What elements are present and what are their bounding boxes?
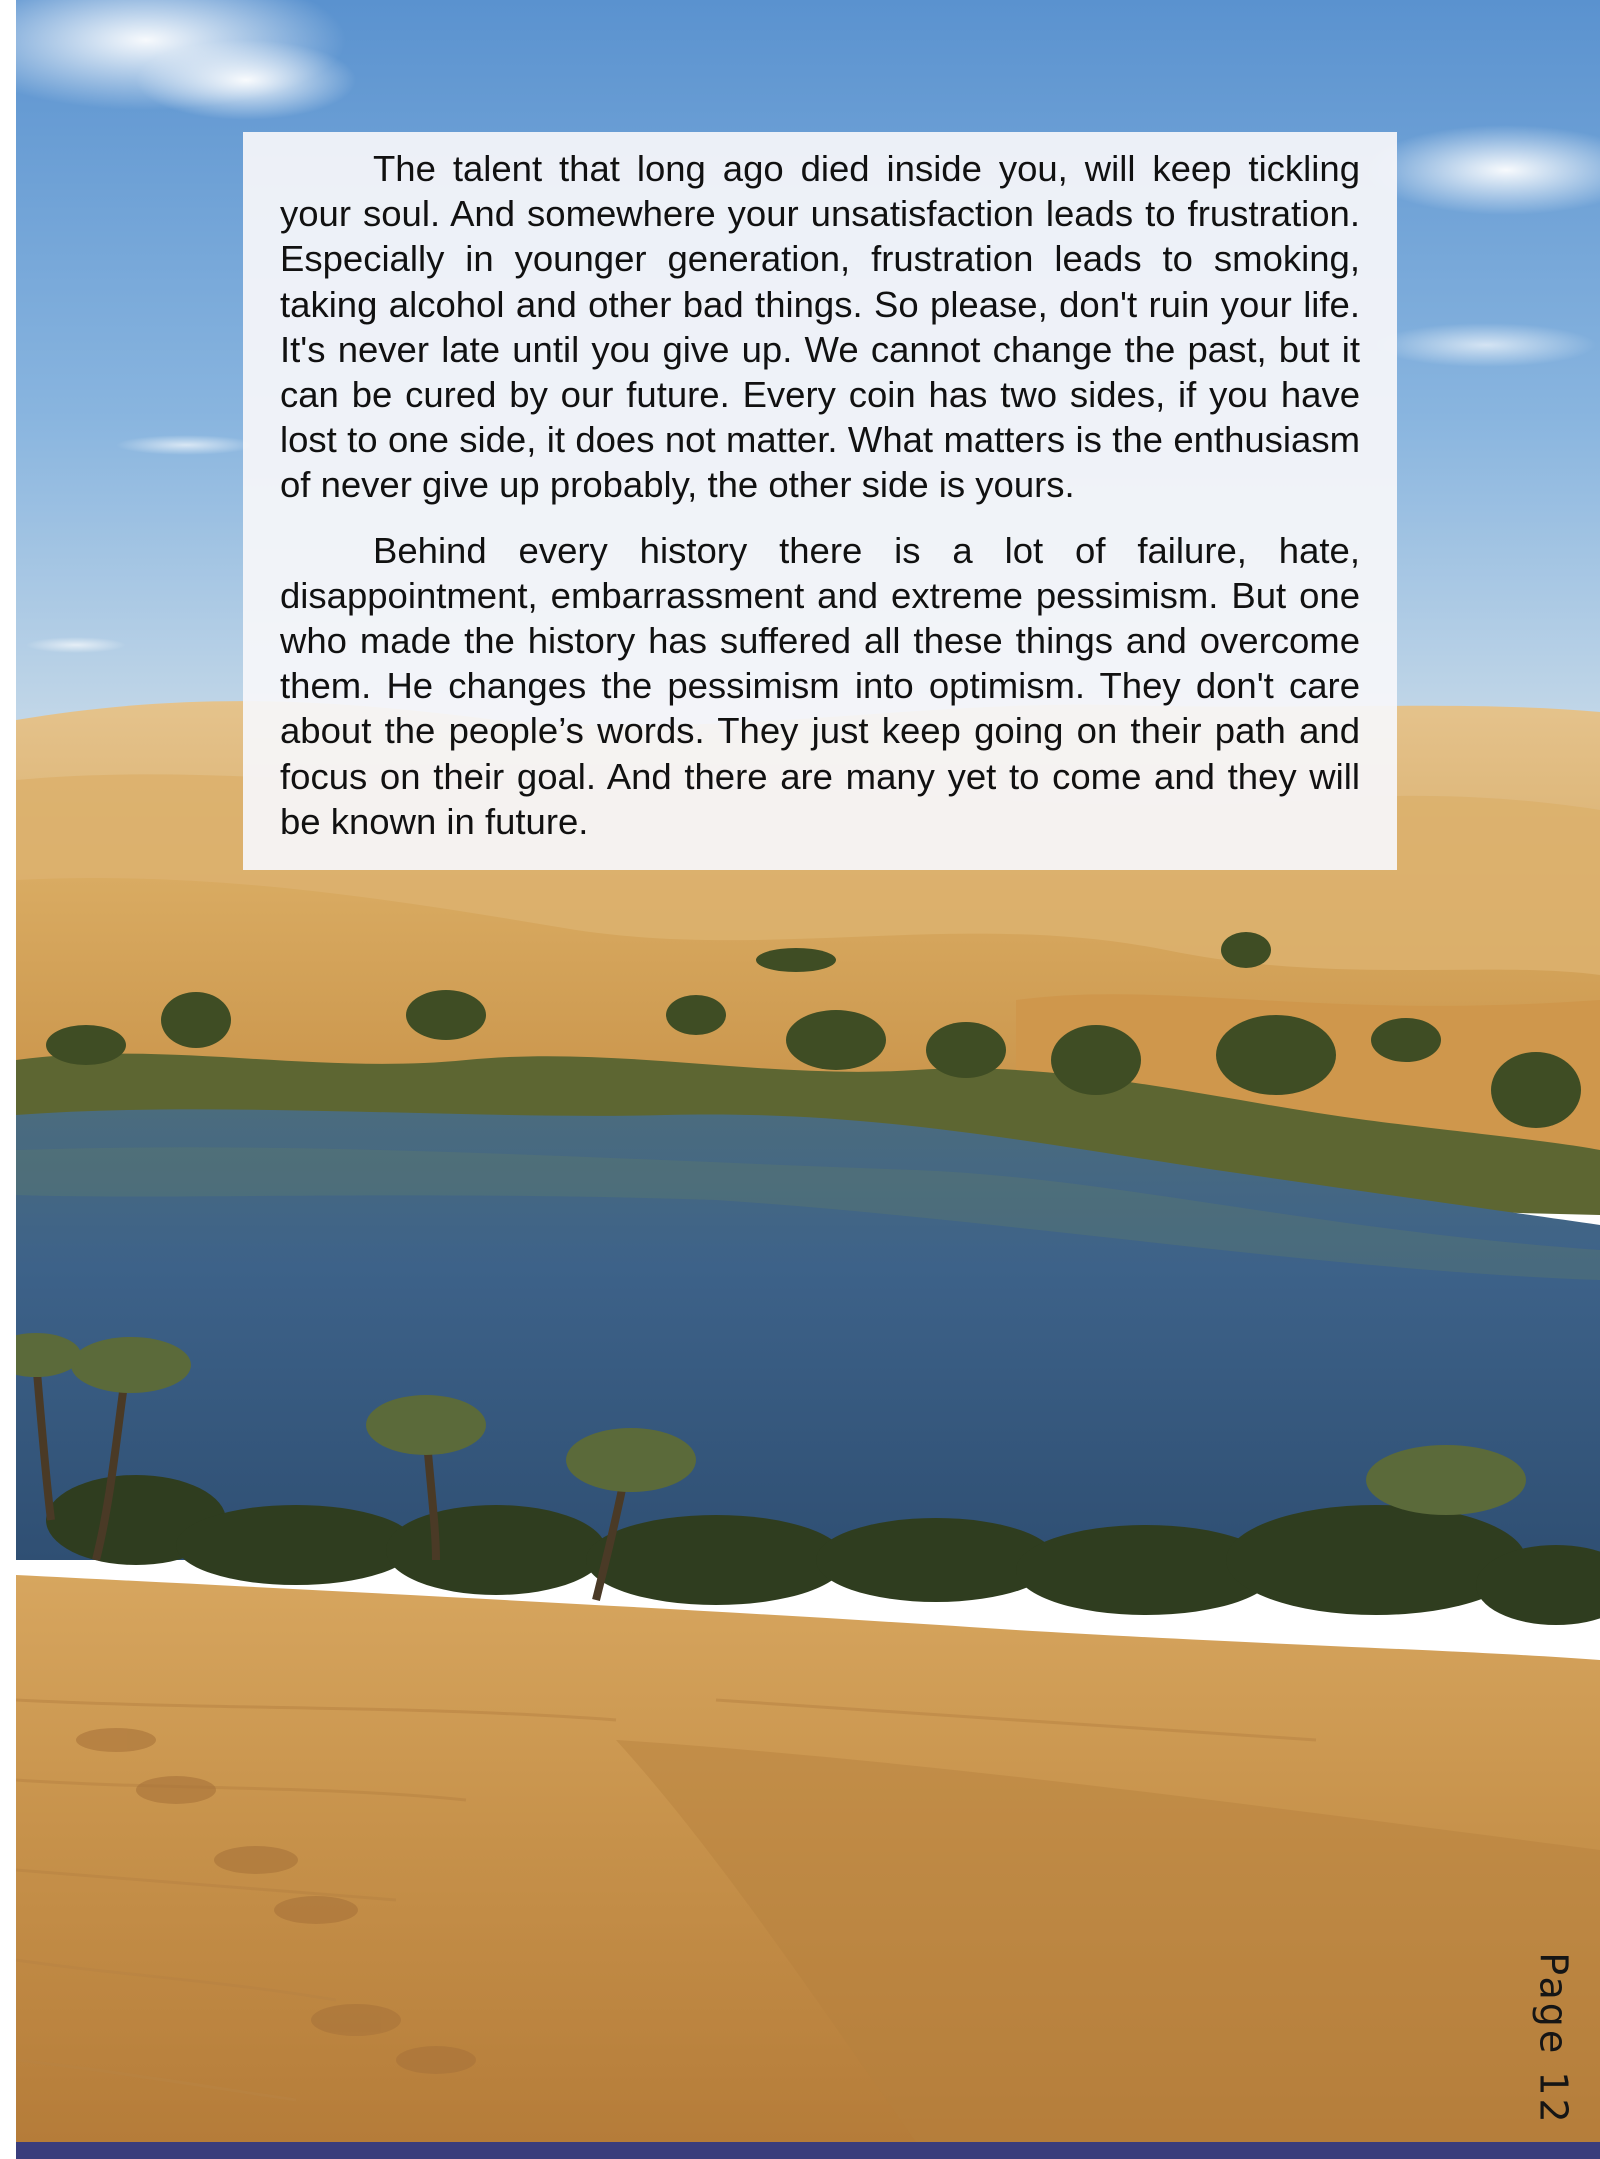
paragraph: The talent that long ago died inside you, will keep tickling your soul. And somewhere your unsatisfaction leads to frustration. Especially in younger generation, frustration leads to smoking, taking alcohol and other bad things. So please, don't ruin your life. It's never late until you give up. We cannot change the past, but it can be cured by our future. Every coin has two sides, if you have lost to one side, it does not matter. What matters is the enthusiasm of never give up probably, the other side is yours.	[280, 148, 1360, 506]
cloud	[116, 435, 256, 455]
cloud	[26, 637, 126, 653]
cloud	[136, 40, 356, 120]
page-number-label: Page 12	[1532, 1952, 1576, 2126]
text-panel	[243, 132, 1397, 870]
bottom-bar	[16, 2142, 1600, 2159]
cloud	[1376, 323, 1596, 367]
paragraph: Behind every history there is a lot of failure, hate, disappointment, embarrassment and extreme pessimism. But one who made the history has suffered all these things and overcome them. He changes the pessimism into optimism. They don't care about the people’s words. They just keep going on their path and focus on their goal. And there are many yet to come and they will be known in future.	[280, 529, 1360, 842]
page-number	[1524, 1944, 1584, 2134]
page-left-margin	[0, 0, 16, 2159]
